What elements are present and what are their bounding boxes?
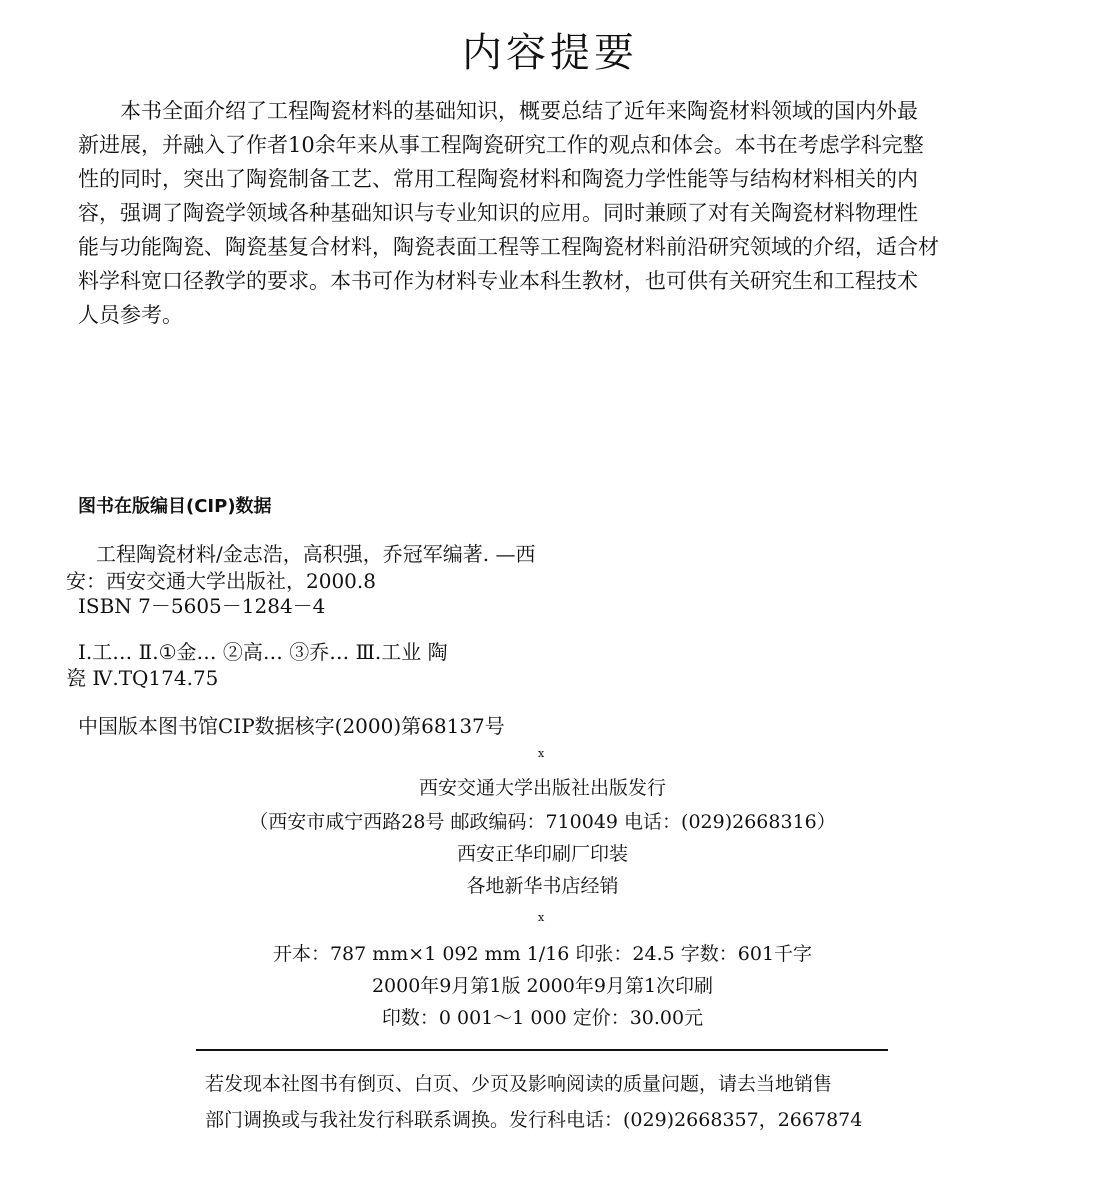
cip-publisher-line: 安：西安交通大学出版社，2000.8 (66, 569, 376, 593)
abstract-paragraph (78, 94, 1033, 332)
quality-notice-line: 部门调换或与我社发行科联系调换。发行科电话：(029)2668357，2667874 (205, 1109, 863, 1131)
cip-classification-continued: 瓷 Ⅳ.TQ174.75 (66, 666, 219, 690)
distributor-name: 各地新华书店经销 (466, 875, 619, 897)
abstract-line: 料学科宽口径教学的要求。本书可作为材料专业本科生教材，也可供有关研究生和工程技术 (78, 269, 918, 293)
publisher-name: 西安交通大学出版社出版发行 (418, 777, 666, 799)
horizontal-rule (196, 1049, 888, 1051)
separator-mark: x (538, 747, 545, 760)
page-title: 内容提要 (462, 30, 638, 76)
edition-info: 2000年9月第1版 2000年9月第1次印刷 (371, 975, 714, 997)
cip-record-number: 中国版本图书馆CIP数据核字(2000)第68137号 (78, 714, 505, 738)
print-run-price: 印数：0 001～1 000 定价：30.00元 (381, 1007, 704, 1029)
cip-isbn-line: ISBN 7－5605－1284－4 (78, 594, 326, 618)
abstract-line: 容，强调了陶瓷学领域各种基础知识与专业知识的应用。同时兼顾了对有关陶瓷材料物理性 (78, 201, 918, 225)
abstract-line: 新进展，并融入了作者10余年来从事工程陶瓷研究工作的观点和体会。本书在考虑学科完整 (78, 133, 924, 157)
printer-name: 西安正华印刷厂印装 (456, 843, 628, 865)
cip-title-line: 工程陶瓷材料/金志浩，高积强，乔冠军编著. —西 (96, 542, 536, 566)
publisher-address: （西安市咸宁西路28号 邮政编码：710049 电话：(029)2668316） (249, 811, 836, 833)
abstract-line: 性的同时，突出了陶瓷制备工艺、常用工程陶瓷材料和陶瓷力学性能等与结构材料相关的内 (78, 167, 918, 191)
abstract-line: 人员参考。 (78, 303, 183, 327)
abstract-line: 本书全面介绍了工程陶瓷材料的基础知识，概要总结了近年来陶瓷材料领域的国内外最 (78, 99, 918, 123)
cip-heading: 图书在版编目(CIP)数据 (78, 496, 272, 517)
book-format: 开本：787 mm×1 092 mm 1/16 印张：24.5 字数：601千字 (272, 943, 813, 965)
abstract-line: 能与功能陶瓷、陶瓷基复合材料，陶瓷表面工程等工程陶瓷材料前沿研究领域的介绍，适合材 (78, 235, 939, 259)
quality-notice-line: 若发现本社图书有倒页、白页、少页及影响阅读的质量问题，请去当地销售 (205, 1073, 833, 1095)
cip-classification-line: Ⅰ.工… Ⅱ.①金… ②高… ③乔… Ⅲ.工业 陶 (78, 640, 448, 664)
separator-mark: x (538, 911, 545, 924)
